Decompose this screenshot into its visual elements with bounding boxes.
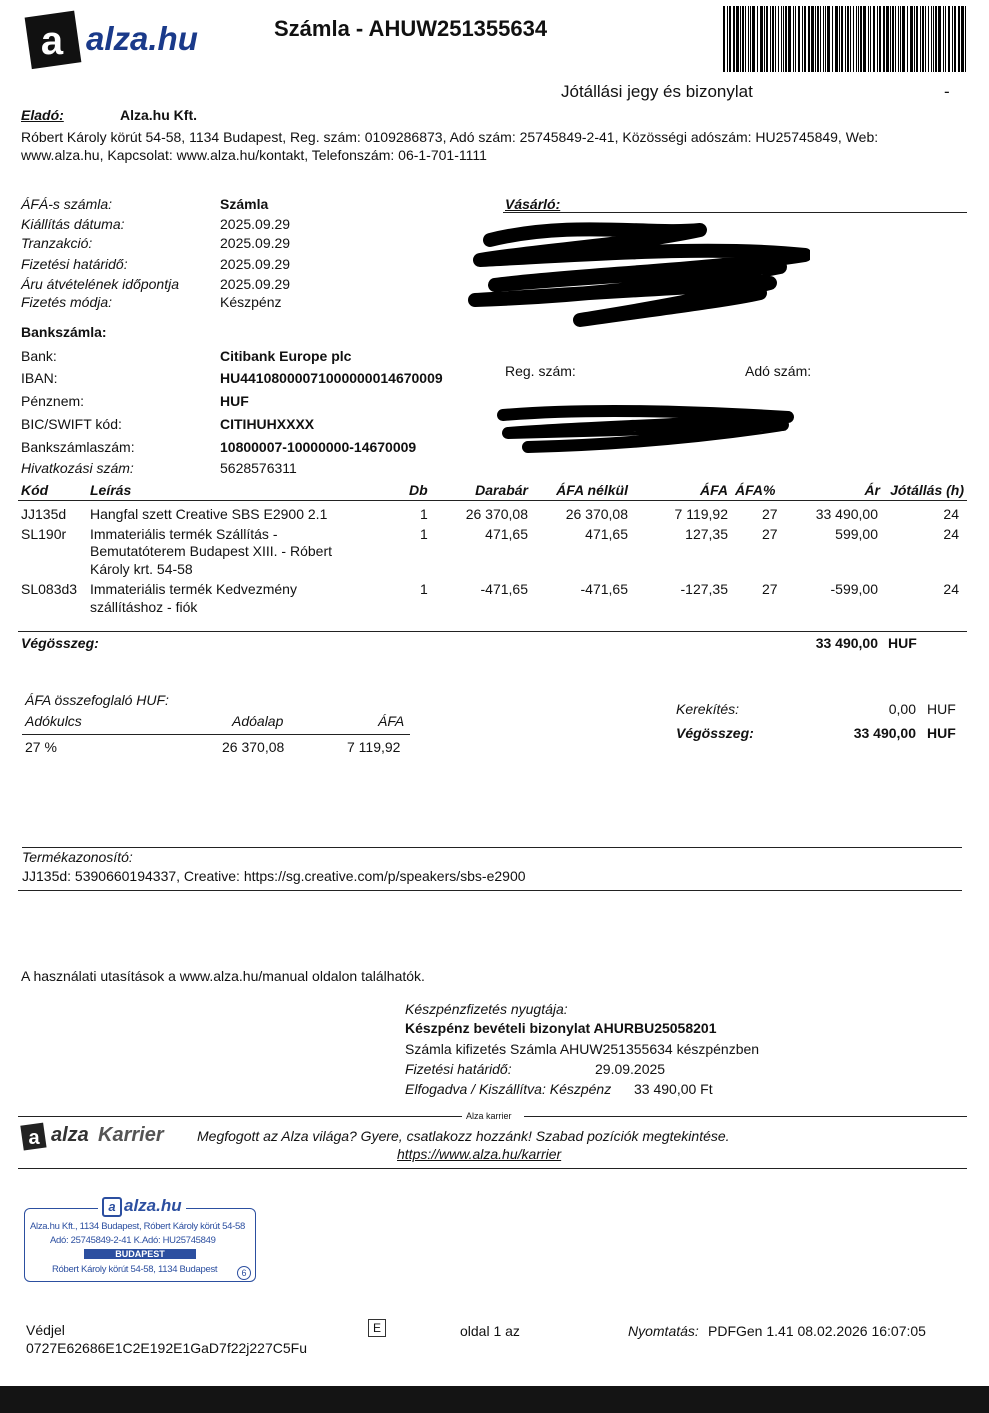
barcode-bar (804, 6, 806, 72)
info-value: 2025.09.29 (220, 235, 291, 251)
barcode-bar (795, 6, 796, 72)
info-value: 2025.09.29 (220, 216, 291, 232)
vat-col-vat: ÁFA (378, 713, 405, 729)
career-logo (20, 1122, 190, 1154)
barcode-bar (890, 6, 891, 72)
col-header-warranty: Jótállás (h) (890, 482, 964, 498)
cell-desc: Hangfal szett Creative SBS E2900 2.1 (90, 506, 328, 522)
barcode-bar (856, 6, 857, 72)
col-header-vat-pct: ÁFA% (735, 482, 776, 498)
bank-label: BIC/SWIFT kód: (21, 416, 122, 432)
bank-label: IBAN: (21, 370, 58, 386)
manual-note: A használati utasítások a www.alza.hu/manual oldalon találhatók. (21, 968, 425, 984)
rounding-total-currency: HUF (927, 725, 956, 741)
bank-value: Citibank Europe plc (220, 348, 352, 364)
barcode-bar (895, 6, 896, 72)
cell-code: JJ135d (21, 506, 67, 522)
barcode-bar (945, 6, 946, 72)
bank-value: CITIHUHXXXX (220, 416, 315, 432)
buyer-tax-label: Adó szám: (745, 363, 812, 379)
product-id-value: JJ135d: 5390660194337, Creative: https://sg.creative.com/p/speakers/sbs-e2900 (22, 868, 526, 884)
stamp-line3: Róbert Károly körút 54-58, 1134 Budapest (52, 1264, 218, 1275)
cell-vat: 7 119,92 (674, 506, 728, 522)
barcode-bar (858, 6, 859, 72)
barcode-bar (783, 6, 784, 72)
barcode (722, 6, 968, 72)
barcode-bar (925, 6, 926, 72)
info-value: Számla (220, 196, 269, 212)
barcode-bar (863, 6, 866, 72)
info-label: Kiállítás dátuma: (21, 216, 125, 232)
warranty-title: Jótállási jegy és bizonylat (561, 82, 753, 101)
barcode-bar (914, 6, 915, 72)
barcode-bar (723, 6, 725, 72)
protect-code: 0727E62686E1C2E192E1GaD7f22j227C5Fu (26, 1340, 307, 1356)
barcode-bar (808, 6, 810, 72)
barcode-bar (788, 6, 791, 72)
barcode-bar (785, 6, 787, 72)
buyer-reg-label: Reg. szám: (505, 363, 576, 379)
barcode-bar (938, 6, 941, 72)
career-divider-left (18, 1116, 462, 1117)
cell-warranty: 24 (943, 581, 959, 597)
barcode-bar (883, 6, 885, 72)
receipt-due-label: Fizetési határidő: (405, 1061, 512, 1077)
career-divider-right (524, 1116, 967, 1117)
vat-row-base: 26 370,08 (222, 739, 285, 755)
career-link[interactable]: https://www.alza.hu/karrier (397, 1146, 562, 1162)
vat-col-rate: Adókulcs (25, 713, 82, 729)
barcode-bar (920, 6, 921, 72)
stamp-brand-text: alza.hu (124, 1196, 182, 1215)
cell-vat: 127,35 (685, 526, 728, 542)
barcode-bar (815, 6, 816, 72)
cell-net: 471,65 (585, 526, 628, 542)
receipt-accepted-value: 33 490,00 Ft (634, 1081, 713, 1097)
bottom-dark-bar (0, 1386, 989, 1413)
total-currency: HUF (888, 635, 917, 651)
header-dash: - (944, 82, 950, 101)
bank-label: Bankszámlaszám: (21, 439, 135, 455)
barcode-bar (965, 6, 966, 72)
col-header-qty: Db (409, 482, 428, 498)
barcode-bar (752, 6, 755, 72)
alza-logo (22, 10, 222, 70)
barcode-bar (952, 6, 953, 72)
barcode-bar (900, 6, 901, 72)
table-header-divider (18, 500, 967, 501)
barcode-bar (729, 6, 731, 72)
product-id-top-divider (22, 847, 962, 848)
stamp-line2: Adó: 25745849-2-41 K.Adó: HU25745849 (50, 1235, 216, 1246)
barcode-bar (775, 6, 776, 72)
vat-summary-title: ÁFA összefoglaló HUF: (25, 692, 169, 708)
cell-unit: -471,65 (480, 581, 528, 597)
print-value: PDFGen 1.41 08.02.2026 16:07:05 (708, 1323, 926, 1339)
barcode-bar (902, 6, 905, 72)
e-box: E (368, 1319, 386, 1337)
col-header-desc: Leírás (90, 482, 132, 498)
cell-desc: Károly krt. 54-58 (90, 561, 193, 577)
stamp-brand (98, 1196, 186, 1217)
info-label: Fizetési határidő: (21, 256, 128, 272)
barcode-bar (892, 6, 894, 72)
cell-vat-pct: 27 (762, 506, 778, 522)
svg-text:a: a (28, 1127, 40, 1149)
info-label: ÁFÁ-s számla: (21, 196, 113, 212)
info-label: Áru átvételének időpontja (21, 276, 179, 292)
total-value: 33 490,00 (815, 635, 878, 651)
barcode-bar (922, 6, 924, 72)
barcode-bar (933, 6, 934, 72)
rounding-label: Kerekítés: (676, 701, 740, 717)
redaction-scribble-buyer (450, 215, 810, 335)
info-label: Fizetés módja: (21, 294, 113, 310)
barcode-bar (961, 6, 964, 72)
barcode-bar (898, 6, 899, 72)
col-header-code: Kód (21, 482, 49, 498)
seller-name: Alza.hu Kft. (120, 107, 197, 123)
barcode-bar (931, 6, 932, 72)
buyer-divider (503, 212, 967, 213)
barcode-bar (817, 6, 819, 72)
cell-unit: 26 370,08 (465, 506, 528, 522)
barcode-bar (740, 6, 741, 72)
seller-label: Eladó: (21, 107, 64, 123)
receipt-accepted-label: Elfogadva / Kiszállítva: Készpénz (405, 1081, 612, 1097)
vat-row-vat: 7 119,92 (347, 739, 401, 755)
cell-qty: 1 (420, 506, 428, 522)
barcode-bar (778, 6, 779, 72)
rounding-currency: HUF (927, 701, 956, 717)
barcode-bar (958, 6, 960, 72)
cell-vat-pct: 27 (762, 526, 778, 542)
total-divider (18, 631, 967, 632)
barcode-bar (745, 6, 746, 72)
barcode-bar (835, 6, 838, 72)
barcode-bar (948, 6, 950, 72)
receipt-title: Készpénzfizetés nyugtája: (405, 1001, 568, 1017)
col-header-net: ÁFA nélkül (556, 482, 628, 498)
barcode-bar (823, 6, 824, 72)
barcode-bar (879, 6, 881, 72)
barcode-bar (886, 6, 889, 72)
company-stamp (24, 1196, 256, 1282)
print-label: Nyomtatás: (628, 1323, 699, 1339)
cell-code: SL190r (21, 526, 67, 542)
buyer-label: Vásárló: (505, 196, 561, 212)
barcode-bar (916, 6, 918, 72)
cell-unit: 471,65 (485, 526, 528, 542)
barcode-bar (943, 6, 944, 72)
cell-desc: Immateriális termék Szállítás - (90, 526, 278, 542)
bank-heading: Bankszámla: (21, 324, 107, 340)
barcode-bar (832, 6, 833, 72)
cell-warranty: 24 (943, 526, 959, 542)
bank-value: HU44108000071000000014670009 (220, 370, 443, 386)
bank-label: Bank: (21, 348, 57, 364)
rounding-total-label: Végösszeg: (676, 725, 754, 741)
logo-text: alza.hu (86, 20, 198, 57)
receipt-due-value: 29.09.2025 (595, 1061, 666, 1077)
vat-summary-divider (22, 734, 410, 735)
rounding-value: 0,00 (888, 701, 916, 717)
cell-desc: szállításhoz - fiók (90, 599, 198, 615)
product-id-bottom-divider (18, 890, 962, 891)
bank-value: HUF (220, 393, 249, 409)
barcode-bar (935, 6, 937, 72)
stamp-num: 6 (237, 1266, 251, 1280)
barcode-bar (839, 6, 840, 72)
barcode-bar (766, 6, 768, 72)
barcode-bar (760, 6, 763, 72)
stamp-a-icon: a (102, 1197, 122, 1217)
receipt-desc: Számla kifizetés Számla AHUW251355634 készpénzben (405, 1041, 760, 1057)
barcode-bar (748, 6, 749, 72)
career-small-label: Alza karrier (466, 1111, 512, 1121)
barcode-bar (770, 6, 771, 72)
info-value: 2025.09.29 (220, 276, 291, 292)
barcode-bar (853, 6, 854, 72)
barcode-bar (802, 6, 803, 72)
col-header-unit: Darabár (475, 482, 528, 498)
product-id-label: Termékazonosító: (22, 849, 133, 865)
cell-warranty: 24 (943, 506, 959, 522)
seller-address-2: www.alza.hu, Kapcsolat: www.alza.hu/kontakt, Telefonszám: 06-1-701-1111 (21, 147, 487, 163)
invoice-title: Számla - AHUW251355634 (274, 16, 548, 41)
info-value: 2025.09.29 (220, 256, 291, 272)
barcode-bar (928, 6, 929, 72)
vat-col-base: Adóalap (232, 713, 284, 729)
barcode-bar (733, 6, 735, 72)
barcode-bar (750, 6, 751, 72)
cell-qty: 1 (420, 581, 428, 597)
col-header-vat: ÁFA (700, 482, 728, 498)
barcode-bar (811, 6, 814, 72)
barcode-bar (772, 6, 774, 72)
bank-label: Pénznem: (21, 393, 85, 409)
ref-label: Hivatkozási szám: (21, 460, 134, 476)
career-brand: alza (51, 1124, 89, 1146)
bank-value: 10800007-10000000-14670009 (220, 439, 417, 455)
stamp-city: BUDAPEST (84, 1249, 196, 1259)
receipt-doc: Készpénz bevételi bizonylat AHURBU25058201 (405, 1020, 717, 1036)
cell-qty: 1 (420, 526, 428, 542)
vat-row-rate: 27 % (25, 739, 57, 755)
barcode-bar (825, 6, 826, 72)
barcode-bar (847, 6, 849, 72)
info-value: Készpénz (220, 294, 282, 310)
svg-text:a: a (40, 19, 64, 63)
barcode-bar (793, 6, 794, 72)
barcode-bar (860, 6, 862, 72)
barcode-bar (827, 6, 830, 72)
barcode-bar (870, 6, 871, 72)
barcode-bar (877, 6, 878, 72)
total-label: Végösszeg: (21, 635, 99, 651)
barcode-bar (764, 6, 765, 72)
barcode-bar (868, 6, 869, 72)
cell-code: SL083d3 (21, 581, 78, 597)
cell-desc: Immateriális termék Kedvezmény (90, 581, 297, 597)
barcode-bar (736, 6, 739, 72)
cell-desc: Bemutatóterem Budapest XIII. - Róbert (90, 543, 333, 559)
career-text: Megfogott az Alza világa? Gyere, csatlakozz hozzánk! Szabad pozíciók megtekintése. (197, 1128, 730, 1144)
rounding-total-value: 33 490,00 (853, 725, 916, 741)
protect-label: Védjel (26, 1322, 65, 1338)
info-label: Tranzakció: (21, 235, 93, 251)
redaction-scribble-reg (488, 403, 808, 453)
barcode-bar (954, 6, 956, 72)
career-brand-2: Karrier (98, 1124, 164, 1146)
barcode-bar (910, 6, 913, 72)
seller-address-1: Róbert Károly körút 54-58, 1134 Budapest, Reg. szám: 0109286873, Adó szám: 25745849-2-41, Közösségi adószám: HU25745849, Web: (21, 129, 879, 145)
barcode-bar (727, 6, 728, 72)
barcode-bar (781, 6, 782, 72)
career-bottom-divider (18, 1168, 967, 1169)
ref-value: 5628576311 (220, 460, 297, 476)
cell-price: -599,00 (830, 581, 878, 597)
barcode-bar (798, 6, 800, 72)
barcode-bar (757, 6, 758, 72)
barcode-bar (841, 6, 843, 72)
stamp-line1: Alza.hu Kft., 1134 Budapest, Róbert Károly körút 54-58 (30, 1221, 245, 1232)
cell-vat-pct: 27 (762, 581, 778, 597)
cell-price: 33 490,00 (815, 506, 878, 522)
page-number: oldal 1 az (460, 1323, 520, 1339)
cell-net: 26 370,08 (565, 506, 628, 522)
cell-vat: -127,35 (680, 581, 728, 597)
barcode-bar (907, 6, 908, 72)
col-header-price: Ár (864, 482, 880, 498)
barcode-bar (820, 6, 821, 72)
barcode-bar (850, 6, 851, 72)
cell-price: 599,00 (835, 526, 878, 542)
barcode-bar (742, 6, 744, 72)
barcode-bar (845, 6, 846, 72)
cell-net: -471,65 (580, 581, 628, 597)
barcode-bar (873, 6, 875, 72)
